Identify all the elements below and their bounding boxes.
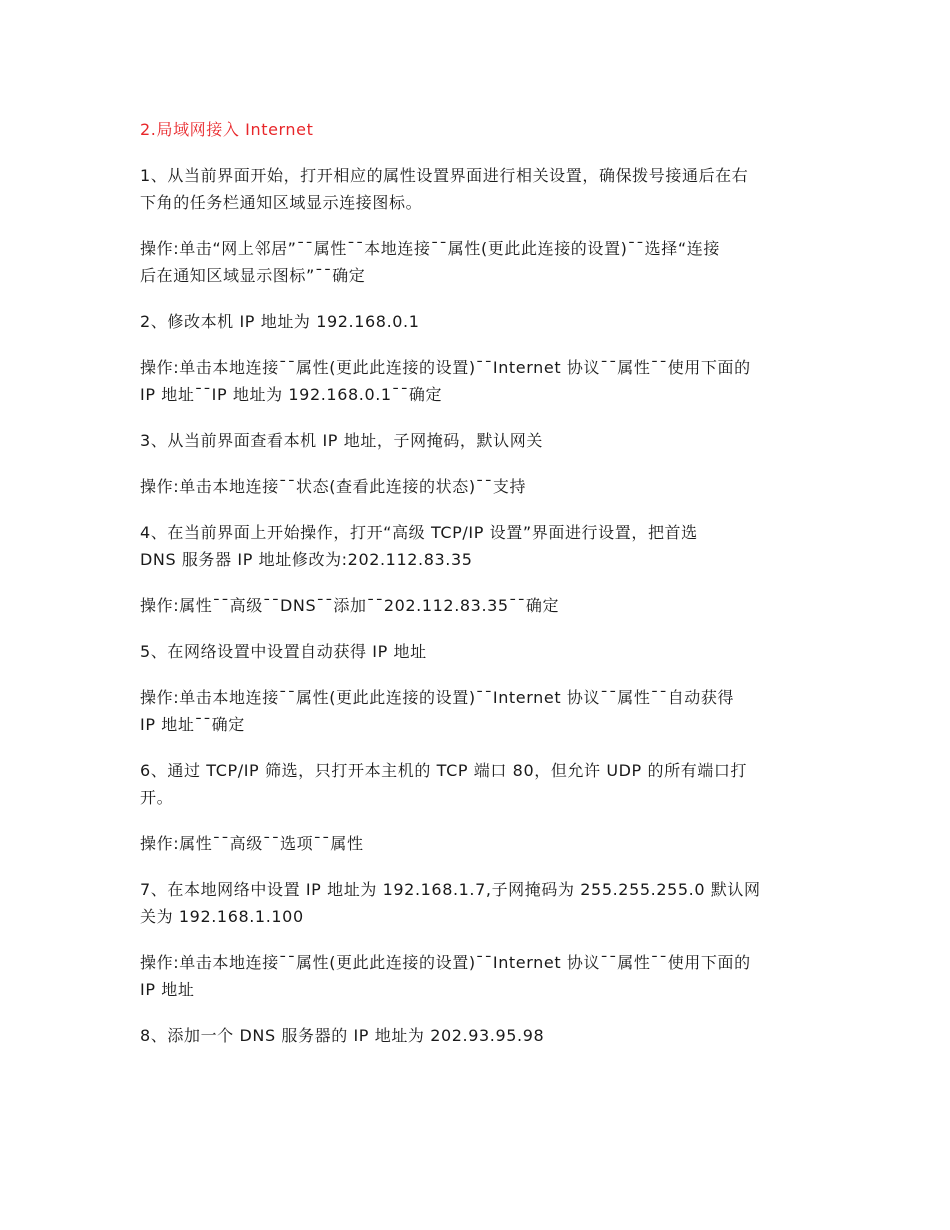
text-line: 1、从当前界面开始，打开相应的属性设置界面进行相关设置，确保拨号接通后在右 — [140, 166, 749, 185]
step-3 — [140, 427, 820, 454]
text-line: 操作:属性¯¯高级¯¯DNS¯¯添加¯¯202.112.83.35¯¯确定 — [140, 596, 560, 615]
text-line: DNS 服务器 IP 地址修改为:202.112.83.35 — [140, 550, 473, 569]
step-4-operation — [140, 592, 820, 619]
text-line: 8、添加一个 DNS 服务器的 IP 地址为 202.93.95.98 — [140, 1026, 545, 1045]
text-line: 开。 — [140, 788, 174, 807]
text-line: 7、在本地网络中设置 IP 地址为 192.168.1.7,子网掩码为 255.255.255.0 默认网 — [140, 880, 761, 899]
step-1-operation — [140, 235, 820, 289]
step-6-operation — [140, 830, 820, 857]
text-line: 操作:单击本地连接¯¯状态(查看此连接的状态)¯¯支持 — [140, 477, 527, 496]
text-line: 3、从当前界面查看本机 IP 地址，子网掩码，默认网关 — [140, 431, 543, 450]
text-line: 操作:单击“网上邻居”¯¯属性¯¯本地连接¯¯属性(更此此连接的设置)¯¯选择“连接 — [140, 239, 720, 258]
text-line: 2、修改本机 IP 地址为 192.168.0.1 — [140, 312, 420, 331]
text-line: IP 地址¯¯IP 地址为 192.168.0.1¯¯确定 — [140, 385, 443, 404]
step-2-operation — [140, 354, 820, 408]
text-line: 下角的任务栏通知区域显示连接图标。 — [140, 193, 423, 212]
step-5-operation — [140, 684, 820, 738]
step-2 — [140, 308, 820, 335]
text-line: IP 地址 — [140, 980, 195, 999]
step-4 — [140, 519, 820, 573]
text-line: 操作:属性¯¯高级¯¯选项¯¯属性 — [140, 834, 364, 853]
text-line: 6、通过 TCP/IP 筛选，只打开本主机的 TCP 端口 80，但允许 UDP 的所有端口打 — [140, 761, 748, 780]
text-line: 操作:单击本地连接¯¯属性(更此此连接的设置)¯¯Internet 协议¯¯属性¯¯使用下面的 — [140, 953, 751, 972]
step-3-operation — [140, 473, 820, 500]
text-line: 4、在当前界面上开始操作，打开“高级 TCP/IP 设置”界面进行设置，把首选 — [140, 523, 698, 542]
step-8 — [140, 1022, 820, 1049]
step-1 — [140, 162, 820, 216]
document-page — [140, 116, 820, 1068]
step-7 — [140, 876, 820, 930]
text-line: 5、在网络设置中设置自动获得 IP 地址 — [140, 642, 427, 661]
text-line: 关为 192.168.1.100 — [140, 907, 304, 926]
text-line: IP 地址¯¯确定 — [140, 715, 245, 734]
section-title: 2.局域网接入 Internet — [140, 120, 314, 139]
step-5 — [140, 638, 820, 665]
text-line: 后在通知区域显示图标”¯¯确定 — [140, 266, 366, 285]
text-line: 操作:单击本地连接¯¯属性(更此此连接的设置)¯¯Internet 协议¯¯属性¯¯自动获得 — [140, 688, 735, 707]
step-6 — [140, 757, 820, 811]
step-7-operation — [140, 949, 820, 1003]
text-line: 操作:单击本地连接¯¯属性(更此此连接的设置)¯¯Internet 协议¯¯属性¯¯使用下面的 — [140, 358, 751, 377]
